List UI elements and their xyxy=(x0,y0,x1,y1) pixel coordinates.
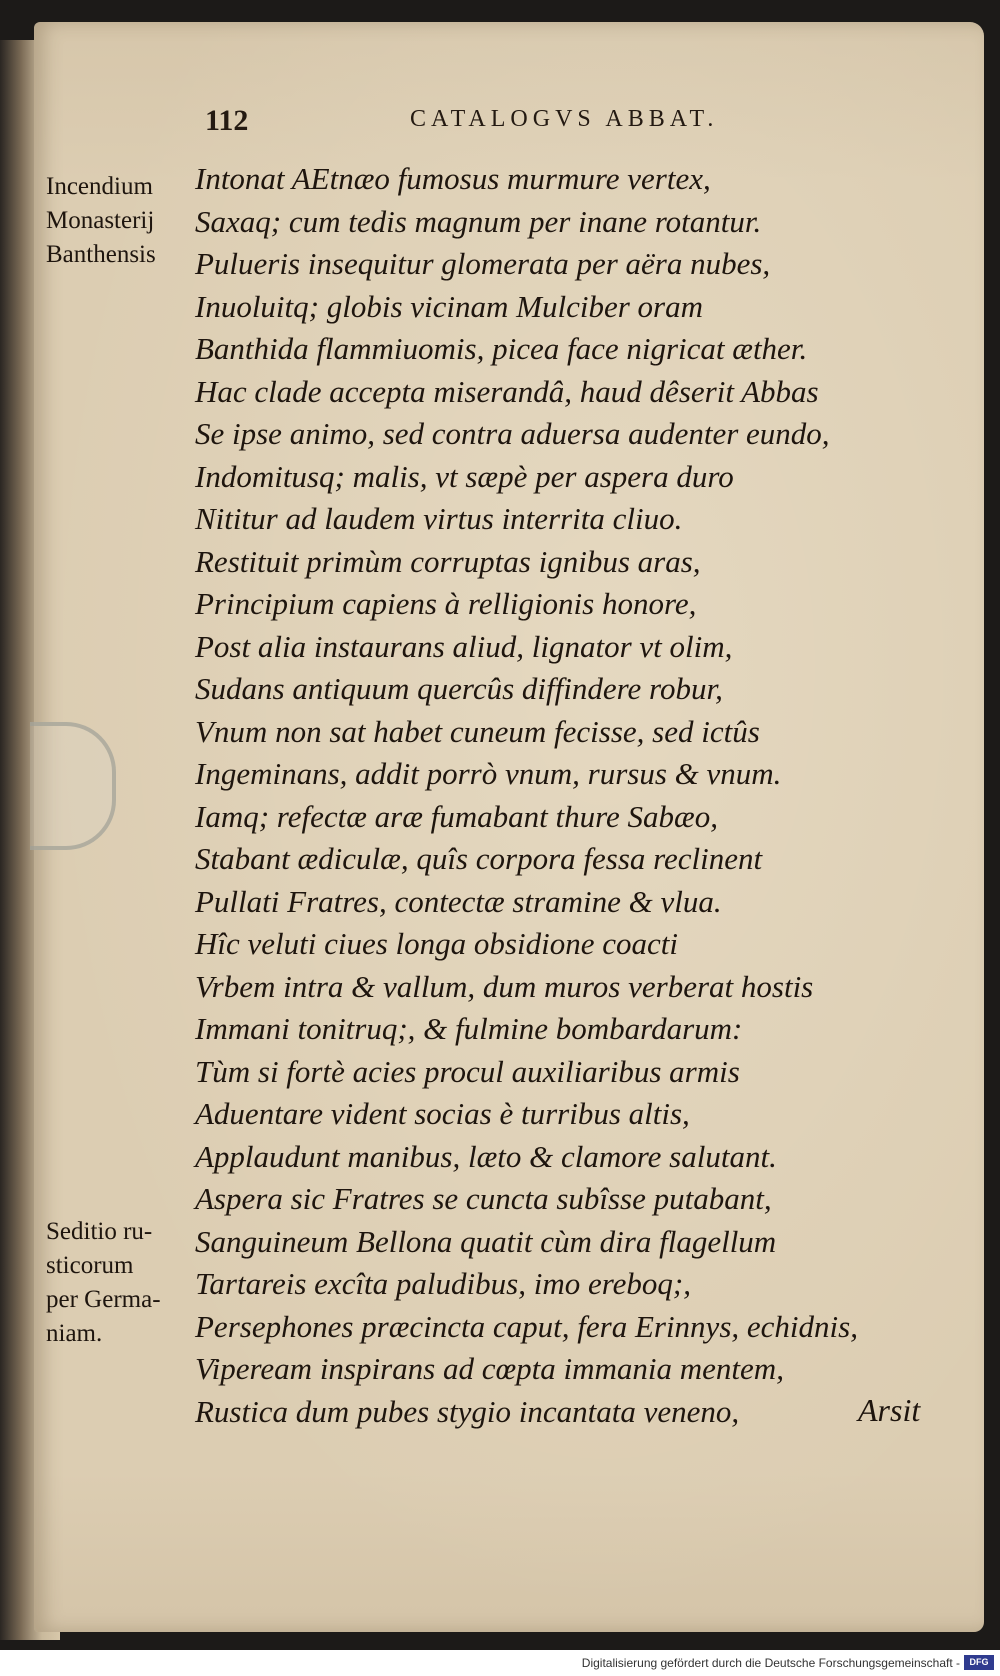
margin-note-line: Seditio ru- xyxy=(46,1218,153,1245)
margin-note-line: Monasterij xyxy=(46,207,155,234)
margin-note-line: niam. xyxy=(46,1320,103,1347)
verse-line: Restituit primùm corruptas ignibus aras, xyxy=(195,543,701,579)
margin-note-line: per Germa- xyxy=(46,1286,161,1313)
footer-credit: Digitalisierung gefördert durch die Deutsche Forschungsgemeinschaft - xyxy=(581,1656,960,1670)
verse-line: Aduentare vident socias è turribus altis, xyxy=(195,1096,690,1131)
catchword: Arsit xyxy=(858,1392,921,1428)
verse-line: Saxaq; cum tedis magnum per inane rotantur. xyxy=(195,203,762,239)
page-clip xyxy=(30,722,116,850)
verse-line: Banthida flammiuomis, picea face nigricat æther. xyxy=(195,331,808,366)
verse-line: Pulueris insequitur glomerata per aëra nubes, xyxy=(195,246,771,281)
verse-line: Indomitusq; malis, vt sæpè per aspera duro xyxy=(195,458,734,494)
verse-line: Vipeream inspirans ad cœpta immania mentem, xyxy=(195,1351,784,1386)
verse-line: Sanguineum Bellona quatit cùm dira flagellum xyxy=(195,1223,777,1259)
page-number: 112 xyxy=(205,104,249,137)
verse-line: Pullati Fratres, contectæ stramine & vlua. xyxy=(195,883,722,919)
verse-line: Aspera sic Fratres se cuncta subîsse putabant, xyxy=(195,1181,772,1216)
verse-line: Inuoluitq; globis vicinam Mulciber oram xyxy=(195,288,703,324)
verse-line: Vnum non sat habet cuneum fecisse, sed ictûs xyxy=(195,713,760,749)
margin-note-seditio xyxy=(46,1215,196,1351)
verse-line: Tartareis excîta paludibus, imo ereboq;, xyxy=(195,1266,691,1301)
verse-line: Iamq; refectæ aræ fumabant thure Sabæo, xyxy=(195,798,718,834)
dfg-logo-icon: DFG xyxy=(964,1655,994,1670)
digitization-footer xyxy=(0,1650,1000,1676)
verse-line: Intonat AEtnæo fumosus murmure vertex, xyxy=(195,161,711,196)
verse-line: Stabant ædiculæ, quîs corpora fessa reclinent xyxy=(195,841,763,876)
verse-line: Hac clade accepta miserandâ, haud dêserit Abbas xyxy=(195,373,819,409)
verse-line: Ingeminans, addit porrò vnum, rursus & vnum. xyxy=(195,756,782,791)
verse-line: Sudans antiquum quercûs diffindere robur, xyxy=(195,671,723,706)
verse-line: Applaudunt manibus, læto & clamore salutant. xyxy=(195,1138,777,1174)
verse-line: Hîc veluti ciues longa obsidione coacti xyxy=(195,926,678,961)
verse-line: Post alia instaurans aliud, lignator vt olim, xyxy=(195,628,733,664)
margin-note-line: sticorum xyxy=(46,1252,134,1279)
page-header xyxy=(205,104,805,144)
running-title: CATALOGVS ABBAT. xyxy=(410,106,719,132)
verse-line: Nititur ad laudem virtus interrita cliuo. xyxy=(195,501,683,536)
margin-note-line: Banthensis xyxy=(46,241,156,268)
verse-line: Persephones præcincta caput, fera Erinnys, echidnis, xyxy=(195,1308,858,1344)
verse-line: Immani tonitruq;, & fulmine bombardarum: xyxy=(195,1011,743,1046)
verse-line: Vrbem intra & vallum, dum muros verberat hostis xyxy=(195,968,814,1004)
verse-text xyxy=(195,158,858,1433)
verse-line: Tùm si fortè acies procul auxiliaribus armis xyxy=(195,1053,740,1089)
verse-line: Principium capiens à relligionis honore, xyxy=(195,586,697,621)
verse-line: Rustica dum pubes stygio incantata veneno, xyxy=(195,1393,740,1429)
margin-note-incendium xyxy=(46,170,196,272)
margin-note-line: Incendium xyxy=(46,173,153,200)
verse-line: Se ipse animo, sed contra aduersa audenter eundo, xyxy=(195,416,830,451)
